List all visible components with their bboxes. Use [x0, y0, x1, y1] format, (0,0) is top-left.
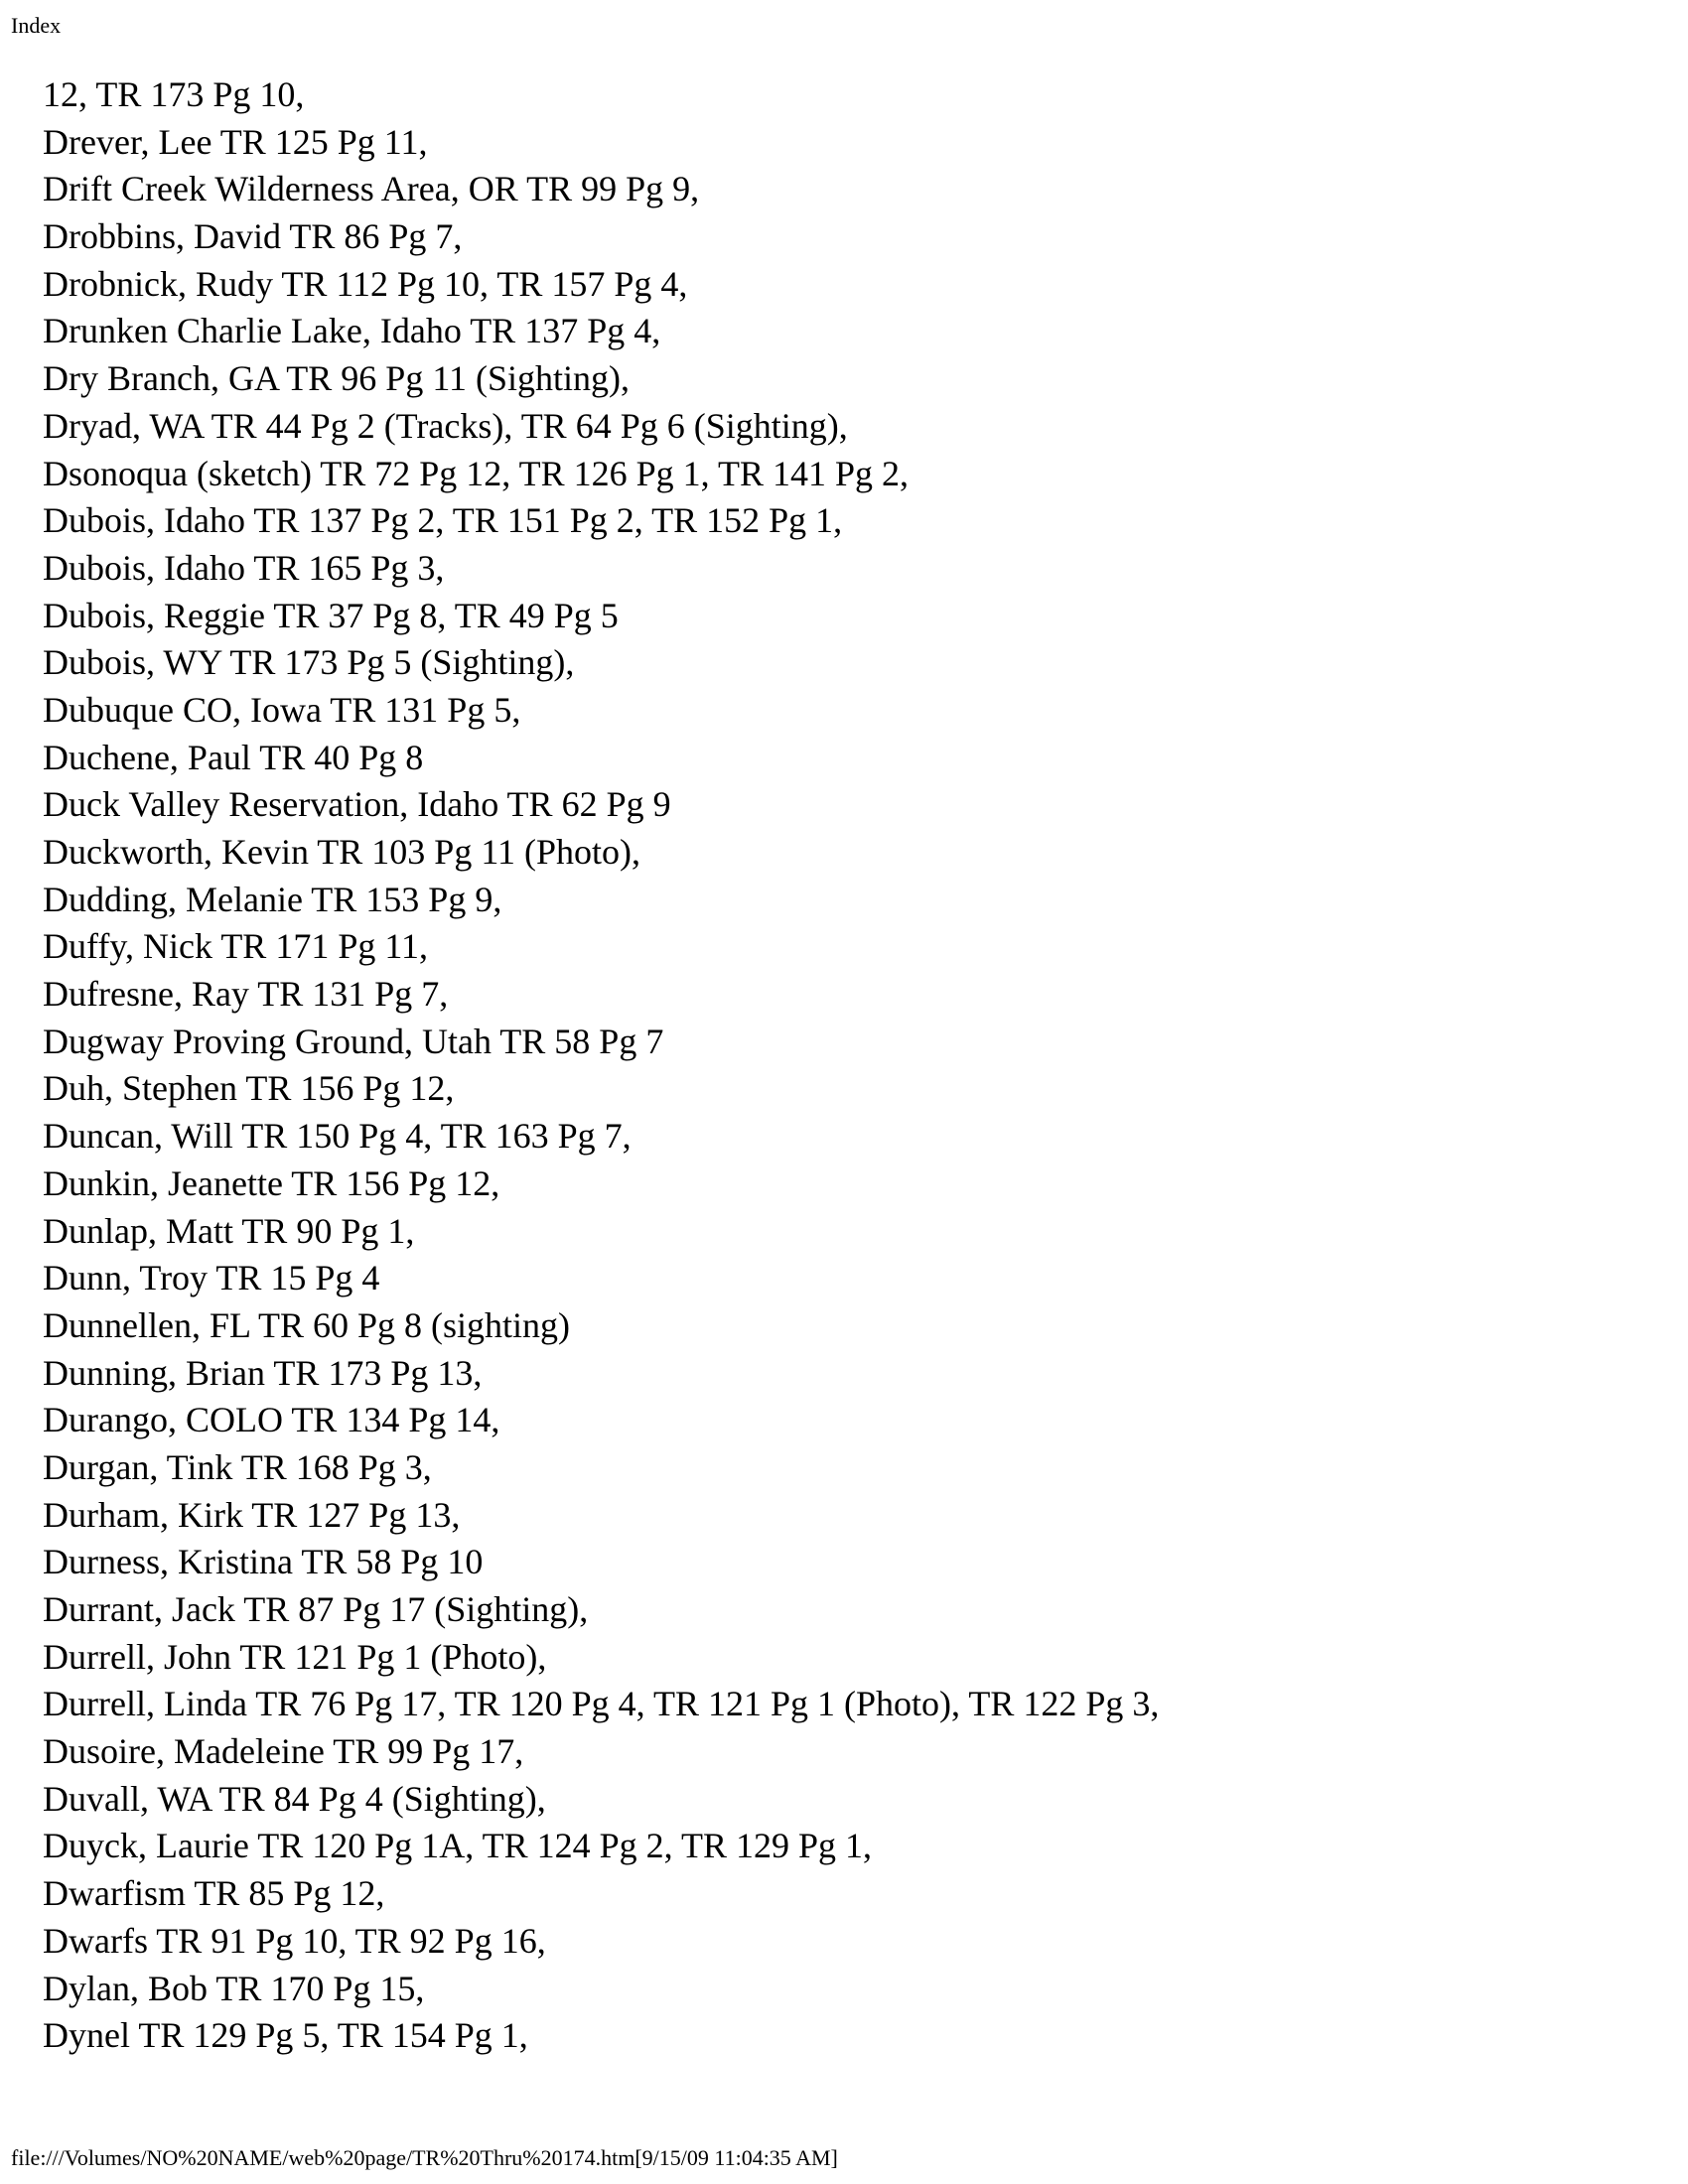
index-entry: Dylan, Bob TR 170 Pg 15, [43, 1968, 425, 2008]
index-entry: Dunkin, Jeanette TR 156 Pg 12, [43, 1162, 500, 1203]
index-entry: Durango, COLO TR 134 Pg 14, [43, 1400, 500, 1440]
index-entry: Duh, Stephen TR 156 Pg 12, [43, 1068, 455, 1109]
index-entry: Duyck, Laurie TR 120 Pg 1A, TR 124 Pg 2, TR 129 Pg 1, [43, 1826, 873, 1866]
index-entry: Duckworth, Kevin TR 103 Pg 11 (Photo), [43, 832, 640, 872]
index-entry: Durrant, Jack TR 87 Pg 17 (Sighting), [43, 1589, 589, 1629]
index-entry: Dubois, Idaho TR 137 Pg 2, TR 151 Pg 2, TR 152 Pg 1, [43, 500, 843, 541]
index-entry: Dunning, Brian TR 173 Pg 13, [43, 1352, 483, 1393]
index-entry: Drunken Charlie Lake, Idaho TR 137 Pg 4, [43, 311, 661, 351]
index-entry: Dubois, Reggie TR 37 Pg 8, TR 49 Pg 5 [43, 595, 619, 635]
index-entry: Dsonoqua (sketch) TR 72 Pg 12, TR 126 Pg 1, TR 141 Pg 2, [43, 453, 910, 493]
index-entry: Drever, Lee TR 125 Pg 11, [43, 121, 428, 162]
index-entry: Dubois, Idaho TR 165 Pg 3, [43, 547, 445, 588]
index-entry: Dry Branch, GA TR 96 Pg 11 (Sighting), [43, 358, 630, 399]
index-entry: Duffy, Nick TR 171 Pg 11, [43, 926, 429, 967]
index-entry: Dugway Proving Ground, Utah TR 58 Pg 7 [43, 1021, 664, 1061]
index-entry: Dubois, WY TR 173 Pg 5 (Sighting), [43, 642, 575, 683]
index-entry: Durrell, John TR 121 Pg 1 (Photo), [43, 1636, 547, 1677]
index-entry: Drift Creek Wilderness Area, OR TR 99 Pg 9, [43, 169, 700, 209]
index-entry: Dufresne, Ray TR 131 Pg 7, [43, 974, 449, 1015]
index-entry: Durgan, Tink TR 168 Pg 3, [43, 1446, 432, 1487]
index-entry: Duck Valley Reservation, Idaho TR 62 Pg 9 [43, 784, 671, 825]
index-entry: 12, TR 173 Pg 10, [43, 74, 305, 114]
index-entry: Duncan, Will TR 150 Pg 4, TR 163 Pg 7, [43, 1116, 632, 1157]
file-path-footer: file:///Volumes/NO%20NAME/web%20page/TR%20Thru%20174.htm[9/15/09 11:04:35 AM] [11, 2145, 838, 2170]
index-entry: Durham, Kirk TR 127 Pg 13, [43, 1494, 461, 1535]
index-entry: Dusoire, Madeleine TR 99 Pg 17, [43, 1731, 524, 1772]
index-entry: Dynel TR 129 Pg 5, TR 154 Pg 1, [43, 2015, 528, 2056]
index-entry: Durness, Kristina TR 58 Pg 10 [43, 1542, 484, 1582]
index-entry: Dwarfism TR 85 Pg 12, [43, 1873, 385, 1914]
page-title: Index [11, 13, 62, 38]
index-entry: Duchene, Paul TR 40 Pg 8 [43, 737, 424, 777]
index-entry: Durrell, Linda TR 76 Pg 17, TR 120 Pg 4, TR 121 Pg 1 (Photo), TR 122 Pg 3, [43, 1684, 1160, 1724]
index-entry: Duvall, WA TR 84 Pg 4 (Sighting), [43, 1778, 546, 1819]
index-entry: Dwarfs TR 91 Pg 10, TR 92 Pg 16, [43, 1920, 546, 1961]
index-entry: Dudding, Melanie TR 153 Pg 9, [43, 879, 502, 919]
index-entry: Drobbins, David TR 86 Pg 7, [43, 216, 463, 257]
index-entry: Dubuque CO, Iowa TR 131 Pg 5, [43, 689, 521, 730]
index-entry: Drobnick, Rudy TR 112 Pg 10, TR 157 Pg 4, [43, 263, 688, 304]
index-entry: Dryad, WA TR 44 Pg 2 (Tracks), TR 64 Pg 6 (Sighting), [43, 405, 848, 446]
index-entry: Dunn, Troy TR 15 Pg 4 [43, 1258, 380, 1298]
index-entry: Dunlap, Matt TR 90 Pg 1, [43, 1210, 415, 1251]
index-entry: Dunnellen, FL TR 60 Pg 8 (sighting) [43, 1304, 570, 1345]
index-list [43, 71, 1159, 2060]
